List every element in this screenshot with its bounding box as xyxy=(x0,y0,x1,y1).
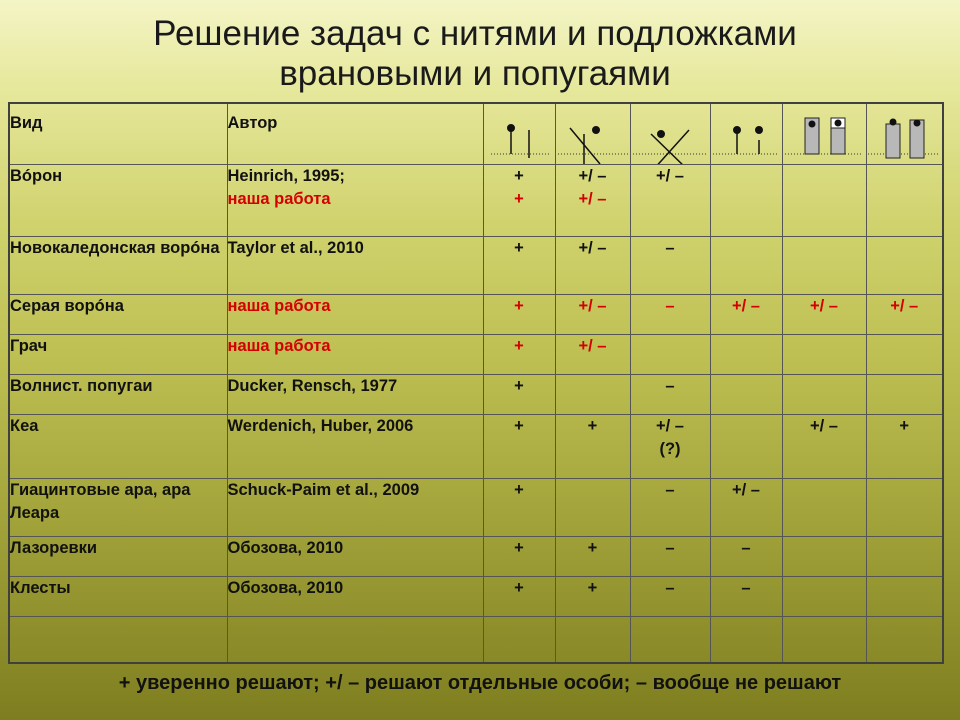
result-cell xyxy=(483,415,555,479)
table-row xyxy=(9,577,943,617)
result-cell xyxy=(866,577,943,617)
result-mark: – xyxy=(665,481,675,499)
result-cell xyxy=(782,335,866,375)
result-cell xyxy=(866,375,943,415)
result-mark: + xyxy=(899,417,910,435)
crossed-strings-x-icon xyxy=(630,103,710,165)
result-cell xyxy=(782,479,866,537)
result-mark: +/ – xyxy=(890,297,919,315)
species-cell: Новокаледонская ворóна xyxy=(9,237,227,295)
table-row xyxy=(9,165,943,237)
result-cell xyxy=(630,335,710,375)
result-mark: +/ – xyxy=(578,190,607,208)
title-line-2: врановыми и попугаями xyxy=(279,54,671,93)
result-cell xyxy=(483,479,555,537)
slide-title xyxy=(0,14,950,94)
result-cell xyxy=(866,415,943,479)
result-cell xyxy=(710,335,782,375)
species-cell: Клесты xyxy=(9,577,227,617)
table-row xyxy=(9,375,943,415)
result-mark: +/ – xyxy=(732,297,760,315)
result-cell xyxy=(710,237,782,295)
title-line-1: Решение задач с нитями и подложками xyxy=(153,14,797,53)
result-cell xyxy=(555,577,630,617)
author-line: Werdenich, Huber, 2006 xyxy=(227,417,414,435)
author-line: наша работа xyxy=(227,337,331,355)
results-table xyxy=(8,102,944,664)
result-mark: +/ – xyxy=(578,239,607,257)
table-row xyxy=(9,237,943,295)
result-cell xyxy=(630,295,710,335)
author-line: Обозова, 2010 xyxy=(227,579,344,597)
result-cell xyxy=(782,617,866,663)
header-row xyxy=(9,103,943,165)
result-cell xyxy=(866,237,943,295)
result-mark: + xyxy=(514,297,524,315)
result-cell xyxy=(710,617,782,663)
result-mark: + xyxy=(514,190,524,208)
result-cell xyxy=(630,165,710,237)
result-cell xyxy=(483,295,555,335)
crossed-strings-icon xyxy=(555,103,630,165)
result-cell xyxy=(483,165,555,237)
legend-plus: + уверенно решают; xyxy=(118,672,320,694)
result-mark: – xyxy=(665,579,675,597)
result-cell xyxy=(866,537,943,577)
crossed-strings-x-icon-drawing xyxy=(633,104,707,164)
result-cell xyxy=(710,295,782,335)
table-row xyxy=(9,479,943,537)
result-cell xyxy=(483,375,555,415)
result-mark: + xyxy=(514,579,524,597)
result-cell xyxy=(483,617,555,663)
result-mark: +/ – xyxy=(732,481,760,499)
result-mark: – xyxy=(665,377,675,395)
result-cell xyxy=(555,165,630,237)
result-cell xyxy=(866,165,943,237)
author-cell xyxy=(227,415,483,479)
result-mark: + xyxy=(514,337,524,355)
result-cell xyxy=(630,617,710,663)
result-mark: – xyxy=(741,579,751,597)
species-cell: Кеа xyxy=(9,415,227,479)
species-cell xyxy=(9,617,227,663)
two-strings-icon xyxy=(710,103,782,165)
result-cell xyxy=(555,537,630,577)
result-cell xyxy=(630,479,710,537)
result-cell xyxy=(555,335,630,375)
species-cell: Вóрон xyxy=(9,165,227,237)
author-cell xyxy=(227,295,483,335)
result-cell xyxy=(630,537,710,577)
author-line: Обозова, 2010 xyxy=(227,539,344,557)
boards-and-strings-icon-drawing xyxy=(868,104,940,164)
author-cell xyxy=(227,375,483,415)
table-row xyxy=(9,335,943,375)
author-cell xyxy=(227,537,483,577)
result-mark: + xyxy=(587,417,598,435)
result-cell xyxy=(710,577,782,617)
result-cell xyxy=(630,577,710,617)
result-mark: + xyxy=(514,167,524,185)
result-mark: + xyxy=(514,481,524,499)
species-cell: Лазоревки xyxy=(9,537,227,577)
author-line: наша работа xyxy=(227,297,331,315)
result-mark: + xyxy=(514,377,524,395)
result-mark: +/ – xyxy=(578,297,607,315)
author-line: Schuck-Paim et al., 2009 xyxy=(227,481,420,499)
result-mark: (?) xyxy=(659,440,681,458)
author-line: наша работа xyxy=(227,190,331,208)
result-mark: +/ – xyxy=(810,297,838,315)
table-row xyxy=(9,617,943,663)
result-mark: + xyxy=(514,417,524,435)
result-cell xyxy=(555,617,630,663)
legend-partial: +/ – решают отдельные особи; xyxy=(325,672,631,694)
author-line: Heinrich, 1995; xyxy=(227,167,345,185)
species-cell: Серая ворóна xyxy=(9,295,227,335)
result-cell xyxy=(483,537,555,577)
result-mark: + xyxy=(587,539,598,557)
result-cell xyxy=(710,479,782,537)
author-cell xyxy=(227,479,483,537)
species-cell: Гиацинтовые ара, ара Леара xyxy=(9,479,227,537)
result-cell xyxy=(866,335,943,375)
result-cell xyxy=(555,295,630,335)
author-cell xyxy=(227,617,483,663)
header-author: Автор xyxy=(227,103,483,165)
single-string-icon-drawing xyxy=(489,104,549,164)
table-row xyxy=(9,295,943,335)
result-cell xyxy=(483,577,555,617)
table-row xyxy=(9,537,943,577)
result-mark: – xyxy=(665,297,675,315)
species-cell: Волнист. попугаи xyxy=(9,375,227,415)
result-cell xyxy=(555,479,630,537)
species-cell: Грач xyxy=(9,335,227,375)
result-cell xyxy=(483,237,555,295)
result-cell xyxy=(555,237,630,295)
result-mark: +/ – xyxy=(578,337,607,355)
result-mark: +/ – xyxy=(656,167,684,185)
result-mark: + xyxy=(514,539,524,557)
author-line: Ducker, Rensch, 1977 xyxy=(227,377,398,395)
result-cell xyxy=(483,335,555,375)
result-cell xyxy=(630,375,710,415)
header-species: Вид xyxy=(9,103,227,165)
result-cell xyxy=(782,295,866,335)
result-mark: – xyxy=(665,239,675,257)
single-string-icon xyxy=(483,103,555,165)
result-mark: +/ – xyxy=(810,417,838,435)
result-cell xyxy=(710,375,782,415)
boards-and-strings-icon xyxy=(866,103,943,165)
two-boards-icon-drawing xyxy=(785,104,863,164)
result-cell xyxy=(866,295,943,335)
result-cell xyxy=(866,617,943,663)
legend xyxy=(0,672,960,695)
result-cell xyxy=(782,237,866,295)
result-cell xyxy=(630,415,710,479)
result-cell xyxy=(710,165,782,237)
result-cell xyxy=(782,537,866,577)
two-boards-icon xyxy=(782,103,866,165)
result-mark: – xyxy=(741,539,751,557)
two-strings-icon-drawing xyxy=(713,104,779,164)
author-line: Taylor et al., 2010 xyxy=(227,239,364,257)
author-cell xyxy=(227,577,483,617)
crossed-strings-icon-drawing xyxy=(558,104,628,164)
result-mark: + xyxy=(587,579,598,597)
result-cell xyxy=(555,415,630,479)
result-mark: + xyxy=(514,239,524,257)
author-cell xyxy=(227,237,483,295)
result-cell xyxy=(782,375,866,415)
author-cell xyxy=(227,335,483,375)
result-cell xyxy=(555,375,630,415)
result-mark: +/ – xyxy=(656,417,684,435)
result-cell xyxy=(630,237,710,295)
result-mark: +/ – xyxy=(578,167,607,185)
result-mark: – xyxy=(665,539,675,557)
result-cell xyxy=(710,415,782,479)
result-cell xyxy=(710,537,782,577)
result-cell xyxy=(782,165,866,237)
table-row xyxy=(9,415,943,479)
author-cell xyxy=(227,165,483,237)
result-cell xyxy=(782,577,866,617)
result-cell xyxy=(782,415,866,479)
legend-minus: – вообще не решают xyxy=(635,672,842,694)
result-cell xyxy=(866,479,943,537)
